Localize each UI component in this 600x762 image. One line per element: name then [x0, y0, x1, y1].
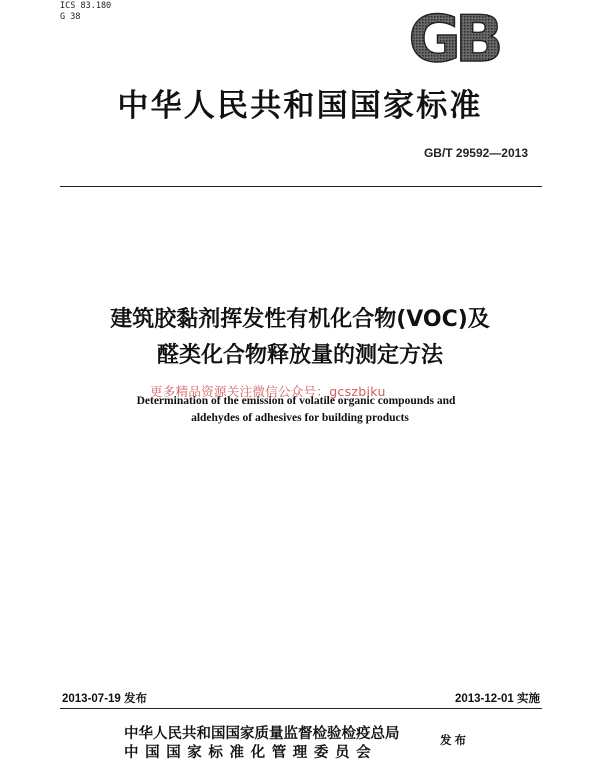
watermark-text: 更多精品资源关注微信公众号：gcszbiku: [150, 384, 386, 399]
publish-label: 发布: [440, 733, 469, 747]
chinese-title-line-2: 醛类化合物释放量的测定方法: [156, 343, 443, 368]
chinese-title-line-1: 建筑胶黏剂挥发性有机化合物(VOC)及: [110, 307, 490, 332]
implement-date: 2013-12-01 实施: [454, 693, 540, 705]
gb-logo: [398, 10, 508, 66]
bottom-divider: [60, 708, 542, 709]
english-title-line-1: Determination of the emission of volatile organic compounds and: [136, 395, 456, 407]
gb-logo-text: GB: [408, 10, 498, 66]
standard-title: 中华人民共和国国家标准: [117, 88, 483, 124]
ccs-code: G 38: [60, 12, 81, 22]
english-title-line-2: aldehydes of adhesives for building products: [191, 412, 409, 424]
issue-date: 2013-07-19 发布: [62, 693, 148, 705]
standard-number: GB/T 29592—2013: [423, 146, 528, 160]
top-divider: [60, 186, 542, 187]
issuing-org-2: 中国国家标准化管理委员会: [124, 745, 378, 761]
issuing-org-1: 中华人民共和国国家质量监督检验检疫总局: [124, 726, 400, 742]
ics-code: ICS 83.180: [60, 1, 112, 11]
